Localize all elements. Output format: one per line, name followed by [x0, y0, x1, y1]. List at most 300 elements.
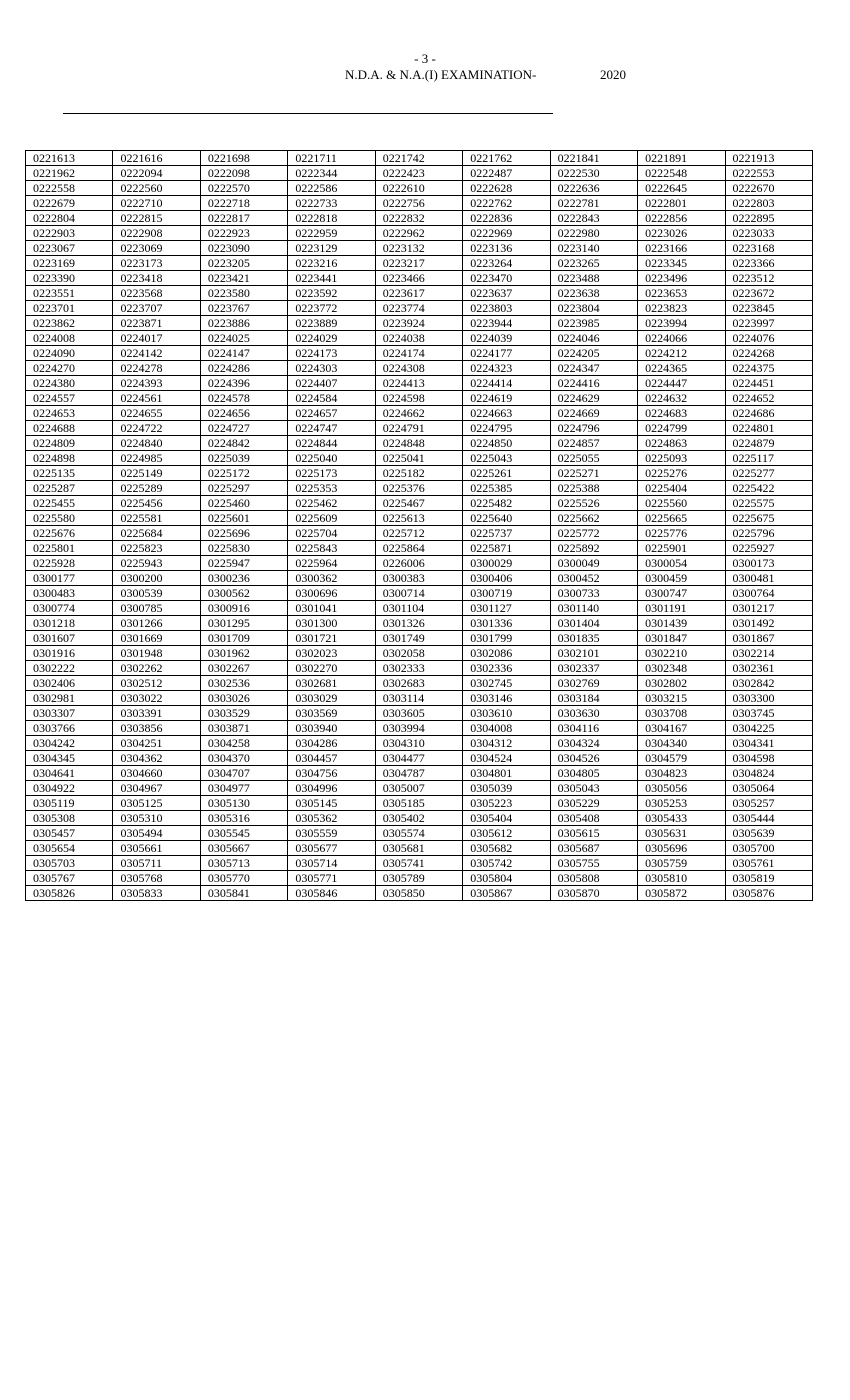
roll-number-cell: 0304805: [550, 766, 637, 781]
roll-number-cell: 0304340: [638, 736, 725, 751]
roll-number-cell: 0224850: [463, 436, 550, 451]
roll-number-cell: 0302333: [375, 661, 462, 676]
roll-number-cell: 0305808: [550, 871, 637, 886]
table-row: [26, 406, 813, 421]
roll-number-cell: 0222959: [288, 226, 375, 241]
roll-number-cell: 0302769: [550, 676, 637, 691]
roll-number-cell: 0304345: [26, 751, 113, 766]
roll-number-cell: 0225385: [463, 481, 550, 496]
roll-number-cell: 0305872: [638, 886, 725, 901]
roll-number-cell: 0223803: [463, 301, 550, 316]
roll-number-cell: 0224799: [638, 421, 725, 436]
roll-number-cell: 0223862: [26, 316, 113, 331]
roll-number-cell: 0223441: [288, 271, 375, 286]
roll-number-cell: 0224683: [638, 406, 725, 421]
roll-number-cell: 0300406: [463, 571, 550, 586]
roll-number-cell: 0304967: [113, 781, 200, 796]
roll-number-cell: 0300236: [200, 571, 287, 586]
roll-number-cell: 0305257: [725, 796, 813, 811]
roll-number-cell: 0223985: [550, 316, 637, 331]
roll-number-cell: 0222553: [725, 166, 813, 181]
roll-number-cell: 0303994: [375, 721, 462, 736]
roll-number-cell: 0305771: [288, 871, 375, 886]
roll-number-cell: 0221742: [375, 151, 462, 166]
roll-number-cell: 0301799: [463, 631, 550, 646]
roll-number-cell: 0300383: [375, 571, 462, 586]
roll-number-cell: 0300747: [638, 586, 725, 601]
roll-number-cell: 0224844: [288, 436, 375, 451]
roll-number-cell: 0224801: [725, 421, 813, 436]
roll-number-cell: 0303569: [288, 706, 375, 721]
roll-number-cell: 0300029: [463, 556, 550, 571]
roll-number-cell: 0304824: [725, 766, 813, 781]
roll-number-cell: 0304756: [288, 766, 375, 781]
roll-number-cell: 0305687: [550, 841, 637, 856]
roll-number-cell: 0223997: [725, 316, 813, 331]
roll-number-cell: 0301140: [550, 601, 637, 616]
roll-number-cell: 0222801: [638, 196, 725, 211]
roll-number-cell: 0224029: [288, 331, 375, 346]
roll-number-cell: 0225684: [113, 526, 200, 541]
roll-number-cell: 0225928: [26, 556, 113, 571]
table-row: [26, 781, 813, 796]
roll-number-cell: 0224076: [725, 331, 813, 346]
roll-number-cell: 0225892: [550, 541, 637, 556]
roll-number-cell: 0223767: [200, 301, 287, 316]
roll-number-cell: 0303529: [200, 706, 287, 721]
roll-number-cell: 0221891: [638, 151, 725, 166]
roll-number-cell: 0300733: [550, 586, 637, 601]
roll-number-cell: 0303300: [725, 691, 813, 706]
roll-number-cell: 0303856: [113, 721, 200, 736]
table-row: [26, 391, 813, 406]
roll-number-cell: 0223217: [375, 256, 462, 271]
roll-number-cell: 0222710: [113, 196, 200, 211]
roll-number-cell: 0305125: [113, 796, 200, 811]
roll-number-cell: 0303708: [638, 706, 725, 721]
roll-number-cell: 0305714: [288, 856, 375, 871]
roll-number-cell: 0221698: [200, 151, 287, 166]
table-row: [26, 616, 813, 631]
roll-number-cell: 0305681: [375, 841, 462, 856]
roll-number-cell: 0305444: [725, 811, 813, 826]
roll-number-cell: 0225947: [200, 556, 287, 571]
roll-number-cell: 0224584: [288, 391, 375, 406]
roll-number-cell: 0300916: [200, 601, 287, 616]
roll-number-cell: 0222815: [113, 211, 200, 226]
roll-number-cell: 0300173: [725, 556, 813, 571]
roll-number-cell: 0223617: [375, 286, 462, 301]
roll-number-cell: 0305310: [113, 811, 200, 826]
roll-number-cell: 0224857: [550, 436, 637, 451]
roll-number-cell: 0224686: [725, 406, 813, 421]
table-row: [26, 346, 813, 361]
roll-number-cell: 0302361: [725, 661, 813, 676]
roll-number-cell: 0225601: [200, 511, 287, 526]
roll-number-cell: 0303610: [463, 706, 550, 721]
roll-number-cell: 0224365: [638, 361, 725, 376]
roll-number-cell: 0225467: [375, 496, 462, 511]
roll-number-cell: 0223173: [113, 256, 200, 271]
roll-number-cell: 0222548: [638, 166, 725, 181]
roll-number-cell: 0225093: [638, 451, 725, 466]
roll-number-cell: 0305768: [113, 871, 200, 886]
roll-number-cell: 0224066: [638, 331, 725, 346]
roll-number-cell: 0224303: [288, 361, 375, 376]
roll-number-cell: 0225823: [113, 541, 200, 556]
table-row: [26, 826, 813, 841]
roll-number-cell: 0225581: [113, 511, 200, 526]
roll-number-cell: 0225404: [638, 481, 725, 496]
roll-number-cell: 0222895: [725, 211, 813, 226]
roll-number-cell: 0304310: [375, 736, 462, 751]
roll-number-cell: 0301867: [725, 631, 813, 646]
roll-number-cell: 0222832: [375, 211, 462, 226]
table-row: [26, 451, 813, 466]
roll-number-cell: 0305457: [26, 826, 113, 841]
roll-number-cell: 0224809: [26, 436, 113, 451]
roll-number-cell: 0223216: [288, 256, 375, 271]
roll-number-cell: 0225043: [463, 451, 550, 466]
roll-number-cell: 0304787: [375, 766, 462, 781]
roll-number-cell: 0224747: [288, 421, 375, 436]
roll-number-cell: 0305130: [200, 796, 287, 811]
roll-number-cell: 0305223: [463, 796, 550, 811]
table-row: [26, 181, 813, 196]
roll-number-cell: 0304598: [725, 751, 813, 766]
roll-number-cell: 0302512: [113, 676, 200, 691]
roll-number-cell: 0223129: [288, 241, 375, 256]
roll-number-cell: 0305819: [725, 871, 813, 886]
roll-number-cell: 0224413: [375, 376, 462, 391]
roll-number-cell: 0223205: [200, 256, 287, 271]
table-row: [26, 841, 813, 856]
roll-number-cell: 0224393: [113, 376, 200, 391]
roll-number-cell: 0301191: [638, 601, 725, 616]
roll-number-cell: 0225871: [463, 541, 550, 556]
roll-number-cell: 0301948: [113, 646, 200, 661]
roll-number-cell: 0224008: [26, 331, 113, 346]
roll-number-cell: 0301041: [288, 601, 375, 616]
roll-number-table: [25, 150, 813, 901]
roll-number-cell: 0225675: [725, 511, 813, 526]
table-row: [26, 661, 813, 676]
roll-number-cell: 0226006: [375, 556, 462, 571]
roll-number-cell: 0225704: [288, 526, 375, 541]
roll-number-cell: 0304251: [113, 736, 200, 751]
roll-number-cell: 0305876: [725, 886, 813, 901]
roll-number-cell: 0225776: [638, 526, 725, 541]
table-row: [26, 286, 813, 301]
roll-number-cell: 0224629: [550, 391, 637, 406]
roll-number-cell: 0224632: [638, 391, 725, 406]
roll-number-cell: 0305404: [463, 811, 550, 826]
roll-number-cell: 0304341: [725, 736, 813, 751]
roll-number-cell: 0223804: [550, 301, 637, 316]
roll-number-cell: 0300200: [113, 571, 200, 586]
table-row: [26, 271, 813, 286]
table-row: [26, 571, 813, 586]
roll-number-cell: 0221762: [463, 151, 550, 166]
roll-number-cell: 0304167: [638, 721, 725, 736]
roll-number-cell: 0302337: [550, 661, 637, 676]
roll-number-cell: 0305759: [638, 856, 725, 871]
roll-number-cell: 0223653: [638, 286, 725, 301]
roll-number-cell: 0305433: [638, 811, 725, 826]
table-row: [26, 586, 813, 601]
roll-number-cell: 0304823: [638, 766, 725, 781]
roll-number-cell: 0305833: [113, 886, 200, 901]
roll-number-cell: 0221711: [288, 151, 375, 166]
roll-number-cell: 0303114: [375, 691, 462, 706]
roll-number-cell: 0304660: [113, 766, 200, 781]
table-row: [26, 226, 813, 241]
table-row: [26, 751, 813, 766]
roll-number-cell: 0224561: [113, 391, 200, 406]
table-row: [26, 361, 813, 376]
roll-number-cell: 0222487: [463, 166, 550, 181]
roll-number-cell: 0305810: [638, 871, 725, 886]
roll-number-cell: 0222098: [200, 166, 287, 181]
roll-number-cell: 0305308: [26, 811, 113, 826]
roll-number-cell: 0223638: [550, 286, 637, 301]
roll-number-cell: 0224619: [463, 391, 550, 406]
roll-number-cell: 0222781: [550, 196, 637, 211]
roll-number-cell: 0301749: [375, 631, 462, 646]
roll-number-cell: 0225662: [550, 511, 637, 526]
table-row: [26, 436, 813, 451]
roll-number-cell: 0222803: [725, 196, 813, 211]
roll-number-cell: 0223418: [113, 271, 200, 286]
roll-number-cell: 0222628: [463, 181, 550, 196]
roll-number-cell: 0303391: [113, 706, 200, 721]
roll-number-cell: 0223772: [288, 301, 375, 316]
roll-number-cell: 0225297: [200, 481, 287, 496]
roll-number-cell: 0300719: [463, 586, 550, 601]
roll-number-cell: 0300696: [288, 586, 375, 601]
roll-number-cell: 0300459: [638, 571, 725, 586]
roll-number-cell: 0304477: [375, 751, 462, 766]
roll-number-cell: 0223488: [550, 271, 637, 286]
roll-number-cell: 0300452: [550, 571, 637, 586]
roll-number-cell: 0302023: [288, 646, 375, 661]
roll-number-cell: 0305789: [375, 871, 462, 886]
roll-number-cell: 0301300: [288, 616, 375, 631]
roll-number-cell: 0300481: [725, 571, 813, 586]
roll-number-cell: 0305574: [375, 826, 462, 841]
roll-number-cell: 0222423: [375, 166, 462, 181]
roll-number-cell: 0223592: [288, 286, 375, 301]
roll-number-cell: 0304579: [638, 751, 725, 766]
roll-number-cell: 0225456: [113, 496, 200, 511]
roll-number-cell: 0305767: [26, 871, 113, 886]
roll-number-cell: 0302101: [550, 646, 637, 661]
roll-number-cell: 0301404: [550, 616, 637, 631]
roll-number-cell: 0225640: [463, 511, 550, 526]
roll-number-cell: 0304008: [463, 721, 550, 736]
roll-number-cell: 0223168: [725, 241, 813, 256]
roll-number-cell: 0224652: [725, 391, 813, 406]
roll-number-cell: 0223823: [638, 301, 725, 316]
roll-number-cell: 0301492: [725, 616, 813, 631]
header-divider: [63, 113, 553, 114]
roll-number-cell: 0225376: [375, 481, 462, 496]
roll-number-cell: 0221841: [550, 151, 637, 166]
roll-number-cell: 0302210: [638, 646, 725, 661]
roll-number-cell: 0225526: [550, 496, 637, 511]
roll-number-cell: 0225901: [638, 541, 725, 556]
roll-number-cell: 0224557: [26, 391, 113, 406]
roll-number-cell: 0222962: [375, 226, 462, 241]
roll-number-cell: 0304457: [288, 751, 375, 766]
roll-number-cell: 0304524: [463, 751, 550, 766]
roll-number-cell: 0223637: [463, 286, 550, 301]
roll-number-cell: 0223889: [288, 316, 375, 331]
roll-number-cell: 0224174: [375, 346, 462, 361]
roll-number-cell: 0222908: [113, 226, 200, 241]
roll-number-cell: 0305145: [288, 796, 375, 811]
roll-number-cell: 0305761: [725, 856, 813, 871]
roll-number-cell: 0303146: [463, 691, 550, 706]
roll-number-cell: 0303215: [638, 691, 725, 706]
roll-number-cell: 0224046: [550, 331, 637, 346]
roll-number-cell: 0223067: [26, 241, 113, 256]
roll-number-cell: 0224669: [550, 406, 637, 421]
roll-number-cell: 0223886: [200, 316, 287, 331]
roll-number-cell: 0224025: [200, 331, 287, 346]
roll-number-cell: 0222856: [638, 211, 725, 226]
roll-number-cell: 0225609: [288, 511, 375, 526]
table-row: [26, 871, 813, 886]
roll-number-cell: 0224286: [200, 361, 287, 376]
roll-number-cell: 0304922: [26, 781, 113, 796]
roll-number-cell: 0305682: [463, 841, 550, 856]
roll-number-cell: 0222094: [113, 166, 200, 181]
roll-number-cell: 0224722: [113, 421, 200, 436]
roll-number-cell: 0224278: [113, 361, 200, 376]
roll-number-cell: 0225039: [200, 451, 287, 466]
roll-number-cell: 0225173: [288, 466, 375, 481]
roll-number-cell: 0305741: [375, 856, 462, 871]
roll-number-cell: 0225460: [200, 496, 287, 511]
roll-number-cell: 0301847: [638, 631, 725, 646]
roll-number-cell: 0224898: [26, 451, 113, 466]
roll-number-cell: 0224375: [725, 361, 813, 376]
roll-number-cell: 0301336: [463, 616, 550, 631]
roll-number-cell: 0224017: [113, 331, 200, 346]
roll-number-cell: 0304286: [288, 736, 375, 751]
roll-number-cell: 0302683: [375, 676, 462, 691]
roll-number-cell: 0225289: [113, 481, 200, 496]
roll-number-cell: 0224879: [725, 436, 813, 451]
roll-number-cell: 0301721: [288, 631, 375, 646]
roll-number-cell: 0223140: [550, 241, 637, 256]
roll-number-cell: 0225801: [26, 541, 113, 556]
table-row: [26, 466, 813, 481]
roll-number-cell: 0224663: [463, 406, 550, 421]
roll-number-cell: 0302802: [638, 676, 725, 691]
roll-number-cell: 0222923: [200, 226, 287, 241]
roll-number-cell: 0223366: [725, 256, 813, 271]
roll-number-cell: 0302536: [200, 676, 287, 691]
roll-number-cell: 0225665: [638, 511, 725, 526]
roll-number-cell: 0305700: [725, 841, 813, 856]
roll-number-cell: 0224655: [113, 406, 200, 421]
roll-number-cell: 0224038: [375, 331, 462, 346]
roll-number-cell: 0300362: [288, 571, 375, 586]
table-row: [26, 496, 813, 511]
roll-number-cell: 0224347: [550, 361, 637, 376]
roll-number-cell: 0224688: [26, 421, 113, 436]
roll-number-cell: 0224447: [638, 376, 725, 391]
roll-number-cell: 0305408: [550, 811, 637, 826]
roll-number-cell: 0305612: [463, 826, 550, 841]
roll-number-cell: 0223166: [638, 241, 725, 256]
roll-number-cell: 0223871: [113, 316, 200, 331]
roll-number-cell: 0222733: [288, 196, 375, 211]
roll-number-cell: 0305826: [26, 886, 113, 901]
roll-number-cell: 0305755: [550, 856, 637, 871]
roll-number-cell: 0225560: [638, 496, 725, 511]
roll-number-cell: 0225287: [26, 481, 113, 496]
roll-number-cell: 0304324: [550, 736, 637, 751]
roll-number-cell: 0221962: [26, 166, 113, 181]
table-row: [26, 301, 813, 316]
roll-number-cell: 0222980: [550, 226, 637, 241]
roll-number-cell: 0223944: [463, 316, 550, 331]
table-row: [26, 421, 813, 436]
roll-number-cell: 0225943: [113, 556, 200, 571]
roll-number-cell: 0301669: [113, 631, 200, 646]
roll-number-cell: 0225261: [463, 466, 550, 481]
roll-number-table-body: [26, 151, 813, 901]
roll-number-cell: 0304312: [463, 736, 550, 751]
roll-number-cell: 0305703: [26, 856, 113, 871]
roll-number-cell: 0305545: [200, 826, 287, 841]
roll-number-cell: 0305870: [550, 886, 637, 901]
roll-number-cell: 0225613: [375, 511, 462, 526]
roll-number-cell: 0305661: [113, 841, 200, 856]
roll-number-cell: 0305867: [463, 886, 550, 901]
roll-number-cell: 0224380: [26, 376, 113, 391]
exam-year: 2020: [600, 67, 626, 82]
roll-number-cell: 0304242: [26, 736, 113, 751]
roll-number-cell: 0300714: [375, 586, 462, 601]
roll-number-cell: 0223026: [638, 226, 725, 241]
roll-number-cell: 0225696: [200, 526, 287, 541]
table-row: [26, 511, 813, 526]
roll-number-cell: 0305770: [200, 871, 287, 886]
roll-number-cell: 0225271: [550, 466, 637, 481]
roll-number-cell: 0302270: [288, 661, 375, 676]
roll-number-cell: 0223470: [463, 271, 550, 286]
roll-number-cell: 0301326: [375, 616, 462, 631]
roll-number-cell: 0224142: [113, 346, 200, 361]
roll-number-cell: 0303630: [550, 706, 637, 721]
roll-number-cell: 0301104: [375, 601, 462, 616]
roll-number-cell: 0305229: [550, 796, 637, 811]
roll-number-cell: 0305639: [725, 826, 813, 841]
roll-number-cell: 0222679: [26, 196, 113, 211]
roll-number-cell: 0221913: [725, 151, 813, 166]
roll-number-cell: 0303605: [375, 706, 462, 721]
table-row: [26, 796, 813, 811]
roll-number-cell: 0305846: [288, 886, 375, 901]
roll-number-cell: 0303022: [113, 691, 200, 706]
roll-number-cell: 0224653: [26, 406, 113, 421]
table-row: [26, 526, 813, 541]
roll-number-cell: 0305696: [638, 841, 725, 856]
